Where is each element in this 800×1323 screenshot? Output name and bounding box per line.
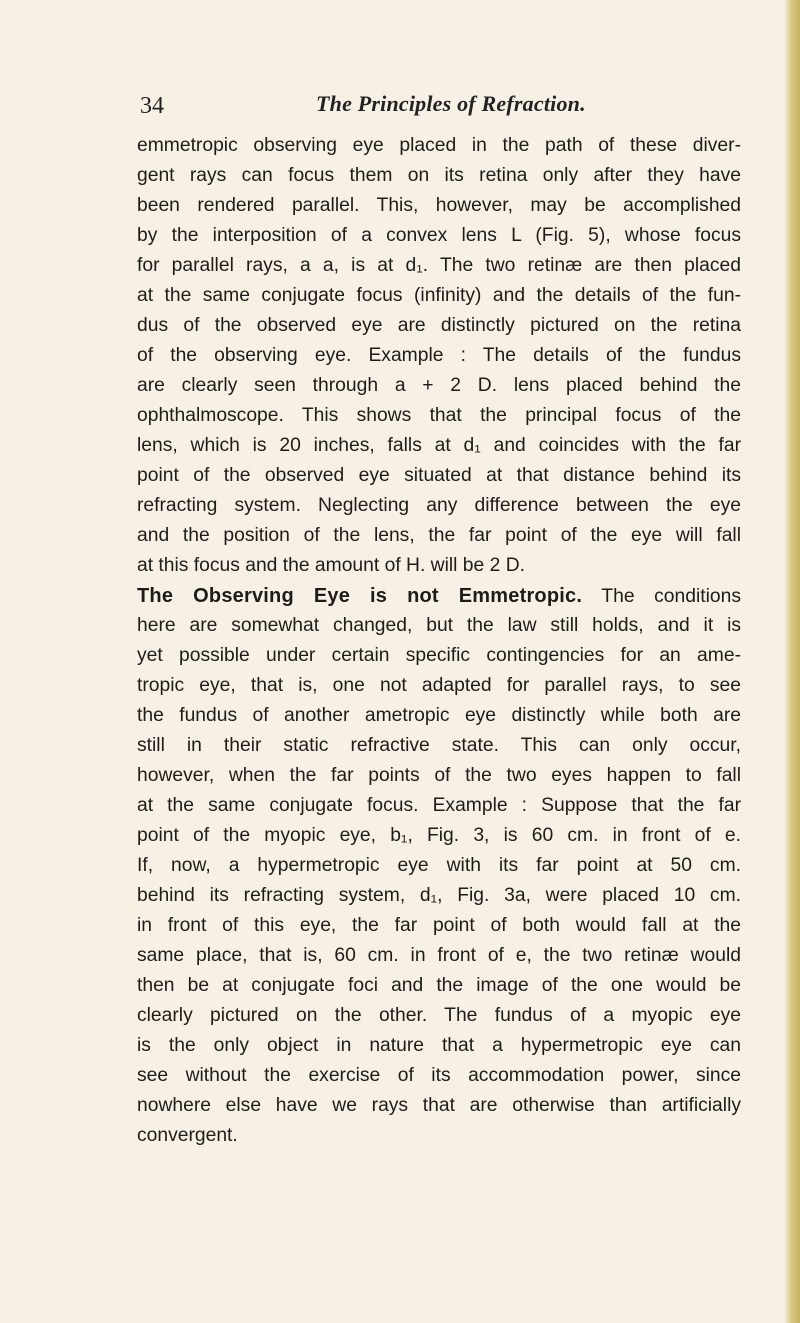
text-line: dus of the observed eye are distinctly pictured on the retina: [137, 315, 741, 336]
text-line: are clearly seen through a + 2 D. lens placed behind the: [137, 375, 741, 396]
page-header: [140, 91, 740, 125]
text-line: is the only object in nature that a hypermetropic eye can: [137, 1035, 741, 1056]
text-line: nowhere else have we rays that are otherwise than artificially: [137, 1095, 741, 1116]
page-number: 34: [140, 93, 164, 119]
text-line: at this focus and the amount of H. will be 2 D.: [137, 555, 525, 576]
text-line: point of the myopic eye, b₁, Fig. 3, is 60 cm. in front of e.: [137, 825, 741, 846]
text-line: of the observing eye. Example : The details of the fundus: [137, 345, 741, 366]
text-line: yet possible under certain specific contingencies for an ame-: [137, 645, 741, 666]
text-line: then be at conjugate foci and the image of the one would be: [137, 975, 741, 996]
section-start-line: [137, 581, 741, 611]
text-line: the fundus of another ametropic eye distinctly while both are: [137, 705, 741, 726]
text-line: by the interposition of a convex lens L (Fig. 5), whose focus: [137, 225, 741, 246]
text-line: If, now, a hypermetropic eye with its far point at 50 cm.: [137, 855, 741, 876]
running-title: The Principles of Refraction.: [316, 91, 586, 116]
text-line: at the same conjugate focus (infinity) and the details of the fun-: [137, 285, 741, 306]
text-line: clearly pictured on the other. The fundus of a myopic eye: [137, 1005, 741, 1026]
text-line: however, when the far points of the two eyes happen to fall: [137, 765, 741, 786]
text-line: emmetropic observing eye placed in the path of these diver-: [137, 135, 741, 156]
text-line: see without the exercise of its accommodation power, since: [137, 1065, 741, 1086]
text-line: been rendered parallel. This, however, may be accomplished: [137, 195, 741, 216]
text-line: here are somewhat changed, but the law still holds, and it is: [137, 615, 741, 636]
text-line: in front of this eye, the far point of both would fall at the: [137, 915, 741, 936]
page-edge-shadow: [784, 0, 800, 1323]
text-line: refracting system. Neglecting any difference between the eye: [137, 495, 741, 516]
text-line: for parallel rays, a a, is at d₁. The two retinæ are then placed: [137, 255, 741, 276]
body-text: [137, 131, 741, 1151]
text-line: ophthalmoscope. This shows that the principal focus of the: [137, 405, 741, 426]
text-line: and the position of the lens, the far point of the eye will fall: [137, 525, 741, 546]
text-line: at the same conjugate focus. Example : Suppose that the far: [137, 795, 741, 816]
text-line: convergent.: [137, 1125, 238, 1146]
text-line: still in their static refractive state. This can only occur,: [137, 735, 741, 756]
run-in-continuation: The conditions: [582, 586, 741, 607]
text-line: behind its refracting system, d₁, Fig. 3a, were placed 10 cm.: [137, 885, 741, 906]
text-line: gent rays can focus them on its retina only after they have: [137, 165, 741, 186]
run-in-heading: The Observing Eye is not Emmetropic.: [137, 585, 583, 607]
text-line: lens, which is 20 inches, falls at d₁ and coincides with the far: [137, 435, 741, 456]
text-line: same place, that is, 60 cm. in front of e, the two retinæ would: [137, 945, 741, 966]
text-line: tropic eye, that is, one not adapted for parallel rays, to see: [137, 675, 741, 696]
text-line: point of the observed eye situated at that distance behind its: [137, 465, 741, 486]
